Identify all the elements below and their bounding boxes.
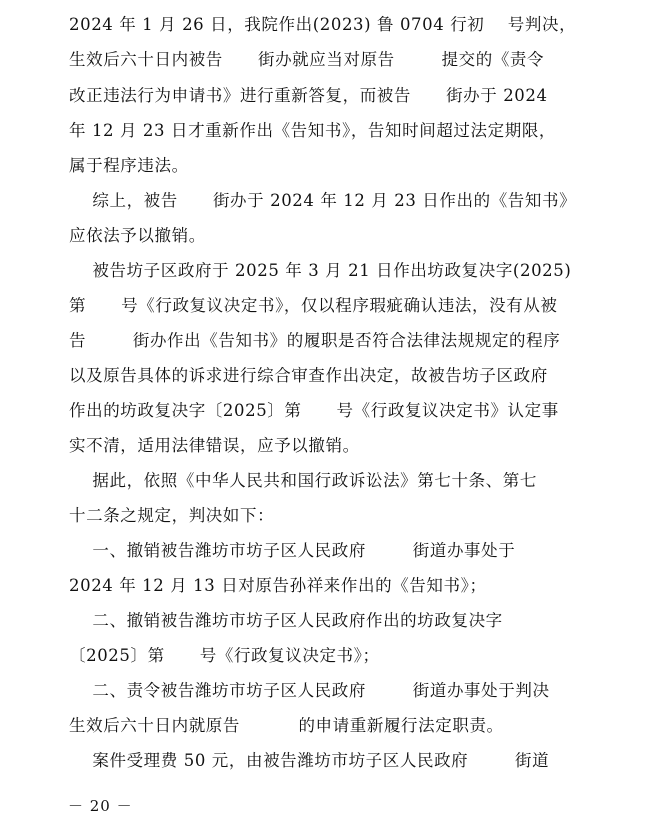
body-line: 一、撤销被告潍坊市坊子区人民政府 街道办事处于 (69, 541, 516, 560)
body-line: 年 12 月 23 日才重新作出《告知书》，告知时间超过法定期限， (69, 121, 557, 140)
page-number: － 20 － (68, 797, 133, 815)
body-line: 二、撤销被告潍坊市坊子区人民政府作出的坊政复决字 (69, 611, 503, 630)
body-line: 告 街办作出《告知书》的履职是否符合法律法规规定的程序 (69, 331, 561, 350)
body-line: 生效后六十日内就原告 的申请重新履行法定职责。 (69, 716, 504, 735)
body-line: 十二条之规定，判决如下： (69, 506, 275, 525)
body-line: 综上，被告 街办于 2024 年 12 月 23 日作出的《告知书》 (69, 191, 577, 210)
body-line: 第 号《行政复议决定书》，仅以程序瑕疵确认违法，没有从被 (69, 296, 558, 315)
body-line: 〔2025〕第 号《行政复议决定书》； (69, 646, 380, 665)
body-line: 改正违法行为申请书》进行重新答复，而被告 街办于 2024 (69, 86, 548, 105)
body-line: 据此，依照《中华人民共和国行政诉讼法》第七十条、第七 (69, 471, 537, 490)
body-line: 以及原告具体的诉求进行综合审查作出决定，故被告坊子区政府 (69, 366, 548, 385)
body-line: 2024 年 1 月 26 日，我院作出(2023) 鲁 0704 行初 号判决， (69, 15, 577, 34)
body-line: 作出的坊政复决字〔2025〕第 号《行政复议决定书》认定事 (69, 401, 559, 420)
body-line: 应依法予以撤销。 (69, 226, 206, 245)
body-line: 2024 年 12 月 13 日对原告孙祥来作出的《告知书》； (69, 576, 487, 595)
body-line: 生效后六十日内被告 街办就应当对原告 提交的《责令 (69, 50, 545, 69)
body-line: 实不清，适用法律错误，应予以撤销。 (69, 436, 360, 455)
body-line: 案件受理费 50 元，由被告潍坊市坊子区人民政府 街道 (69, 751, 550, 770)
body-line: 属于程序违法。 (69, 156, 189, 175)
body-line: 二、责令被告潍坊市坊子区人民政府 街道办事处于判决 (69, 681, 550, 700)
body-line: 被告坊子区政府于 2025 年 3 月 21 日作出坊政复决字(2025) (69, 261, 572, 280)
